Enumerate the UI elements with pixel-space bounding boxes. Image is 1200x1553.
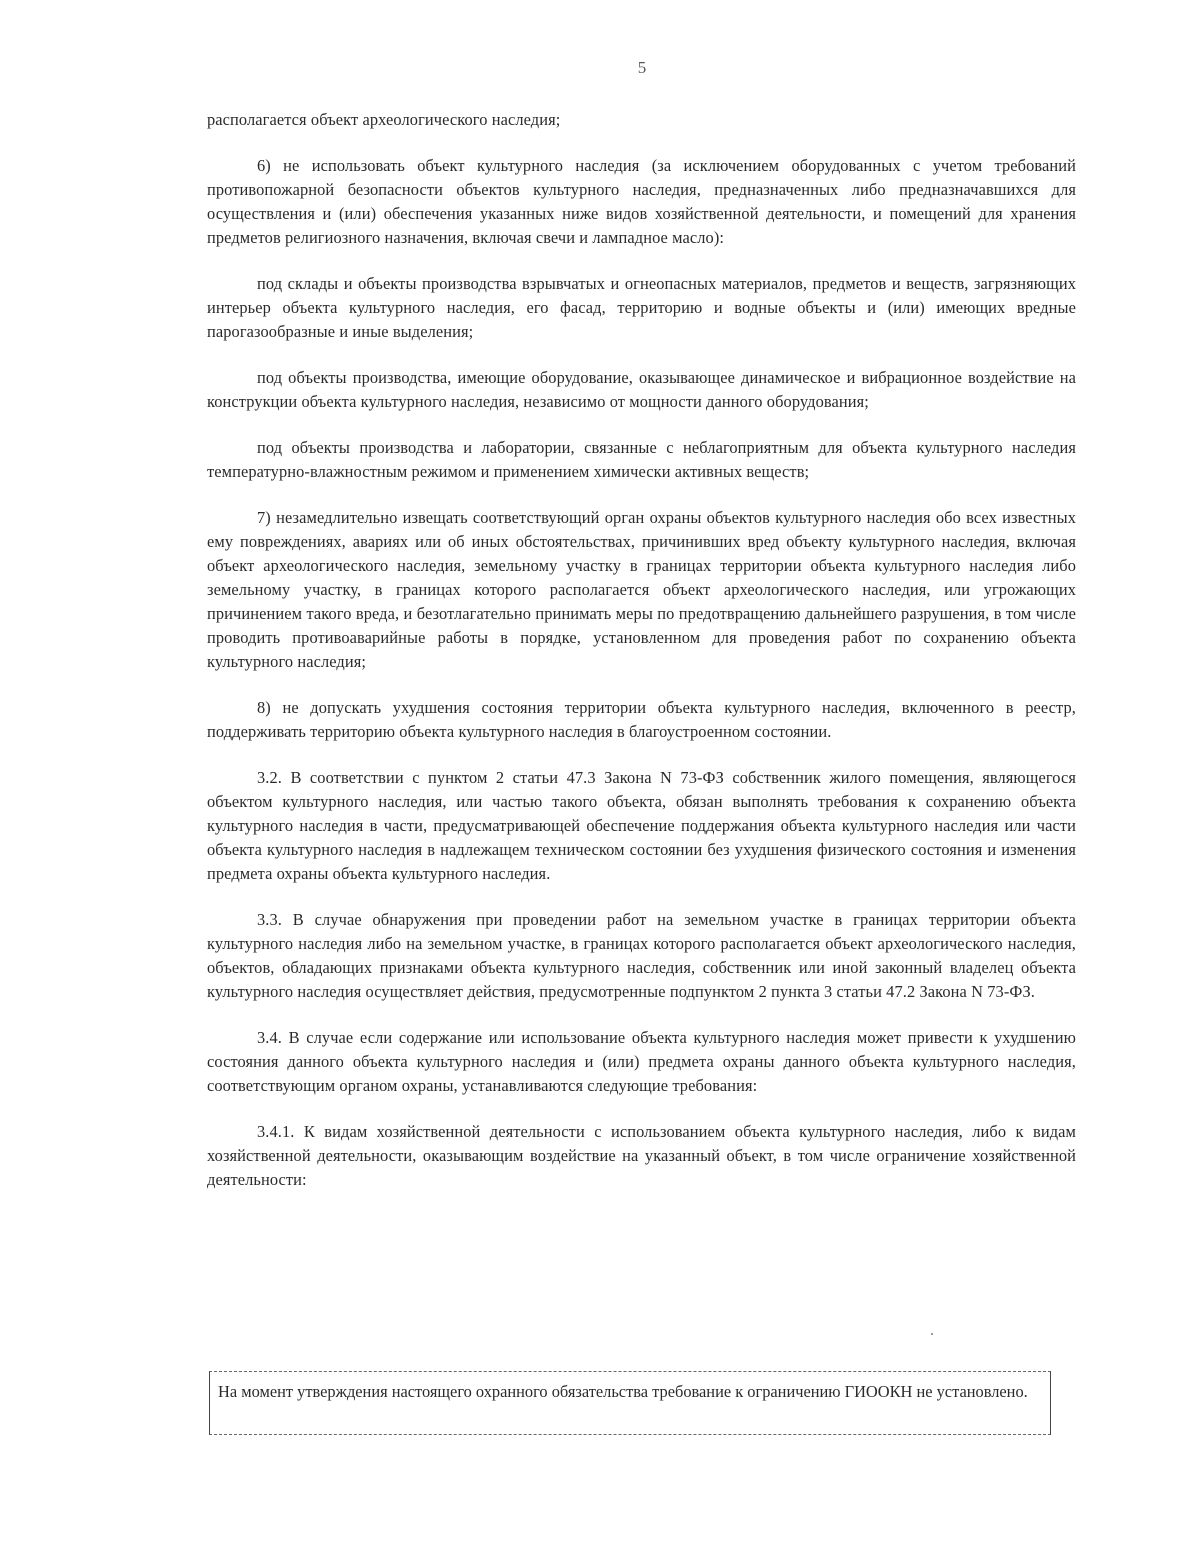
paragraph-item-6: 6) не использовать объект культурного наследия (за исключением оборудованных с учетом требований противопожарной безопасности объектов культурного наследия, предназначенных либо предназначавшихся для осуществления и (или) обеспечения указанных ниже видов хозяйственной деятельности, и помещений для хранения предметов религиозного назначения, включая свечи и лампадное масло): — [207, 156, 1076, 247]
paragraph-dynamic-equipment: под объекты производства, имеющие оборудование, оказывающее динамическое и вибрационное воздействие на конструкции объекта культурного наследия, независимо от мощности данного оборудования; — [207, 368, 1076, 411]
document-body — [207, 108, 1076, 1214]
paragraph-laboratories: под объекты производства и лаборатории, связанные с неблагоприятным для объекта культурного наследия температурно-влажностным режимом и применением химически активных веществ; — [207, 438, 1076, 481]
paragraph-3-2: 3.2. В соответствии с пунктом 2 статьи 47.3 Закона N 73-ФЗ собственник жилого помещения, являющегося объектом культурного наследия, или частью такого объекта, обязан выполнять требования к сохранению объекта культурного наследия в части, предусматривающей обеспечение поддержания объекта культурного наследия или части объекта культурного наследия в надлежащем техническом состоянии без ухудшения физического состояния и изменения предмета охраны объекта культурного наследия. — [207, 768, 1076, 883]
paragraph-warehouses: под склады и объекты производства взрывчатых и огнеопасных материалов, предметов и веществ, загрязняющих интерьер объекта культурного наследия, его фасад, территорию и водные объекты и (или) имеющих вредные парогазообразные и иные выделения; — [207, 274, 1076, 341]
page-number: 5 — [637, 58, 647, 77]
notice-box — [209, 1371, 1051, 1435]
paragraph-3-4: 3.4. В случае если содержание или использование объекта культурного наследия может привести к ухудшению состояния данного объекта культурного наследия и (или) предмета охраны данного объекта культурного наследия, соответствующим органом охраны, устанавливаются следующие требования: — [207, 1028, 1076, 1095]
notice-text: На момент утверждения настоящего охранного обязательства требование к ограничению ГИООКН не установлено. — [218, 1382, 1028, 1401]
scan-speck — [931, 1333, 933, 1335]
paragraph-3-3: 3.3. В случае обнаружения при проведении работ на земельном участке в границах территории объекта культурного наследия либо на земельном участке, в границах которого располагается объект археологического наследия, объектов, обладающих признаками объекта культурного наследия, собственник или иной законный владелец объекта культурного наследия осуществляет действия, предусмотренные подпунктом 2 пункта 3 статьи 47.2 Закона N 73-ФЗ. — [207, 910, 1076, 1001]
paragraph-item-7: 7) незамедлительно извещать соответствующий орган охраны объектов культурного наследия обо всех известных ему повреждениях, авариях или об иных обстоятельствах, причинивших вред объекту культурного наследия, включая объект археологического наследия, земельному участку в границах территории объекта культурного наследия либо земельному участку, в границах которого располагается объект археологического наследия, или угрожающих причинением такого вреда, и безотлагательно принимать меры по предотвращению дальнейшего разрушения, в том числе проводить противоаварийные работы в порядке, установленном для проведения работ по сохранению объекта культурного наследия; — [207, 508, 1076, 671]
paragraph-3-4-1: 3.4.1. К видам хозяйственной деятельности с использованием объекта культурного наследия, либо к видам хозяйственной деятельности, оказывающим воздействие на указанный объект, в том числе ограничение хозяйственной деятельности: — [207, 1122, 1076, 1189]
paragraph-item-8: 8) не допускать ухудшения состояния территории объекта культурного наследия, включенного в реестр, поддерживать территорию объекта культурного наследия в благоустроенном состоянии. — [207, 698, 1076, 741]
paragraph-continuation: располагается объект археологического наследия; — [207, 110, 561, 129]
